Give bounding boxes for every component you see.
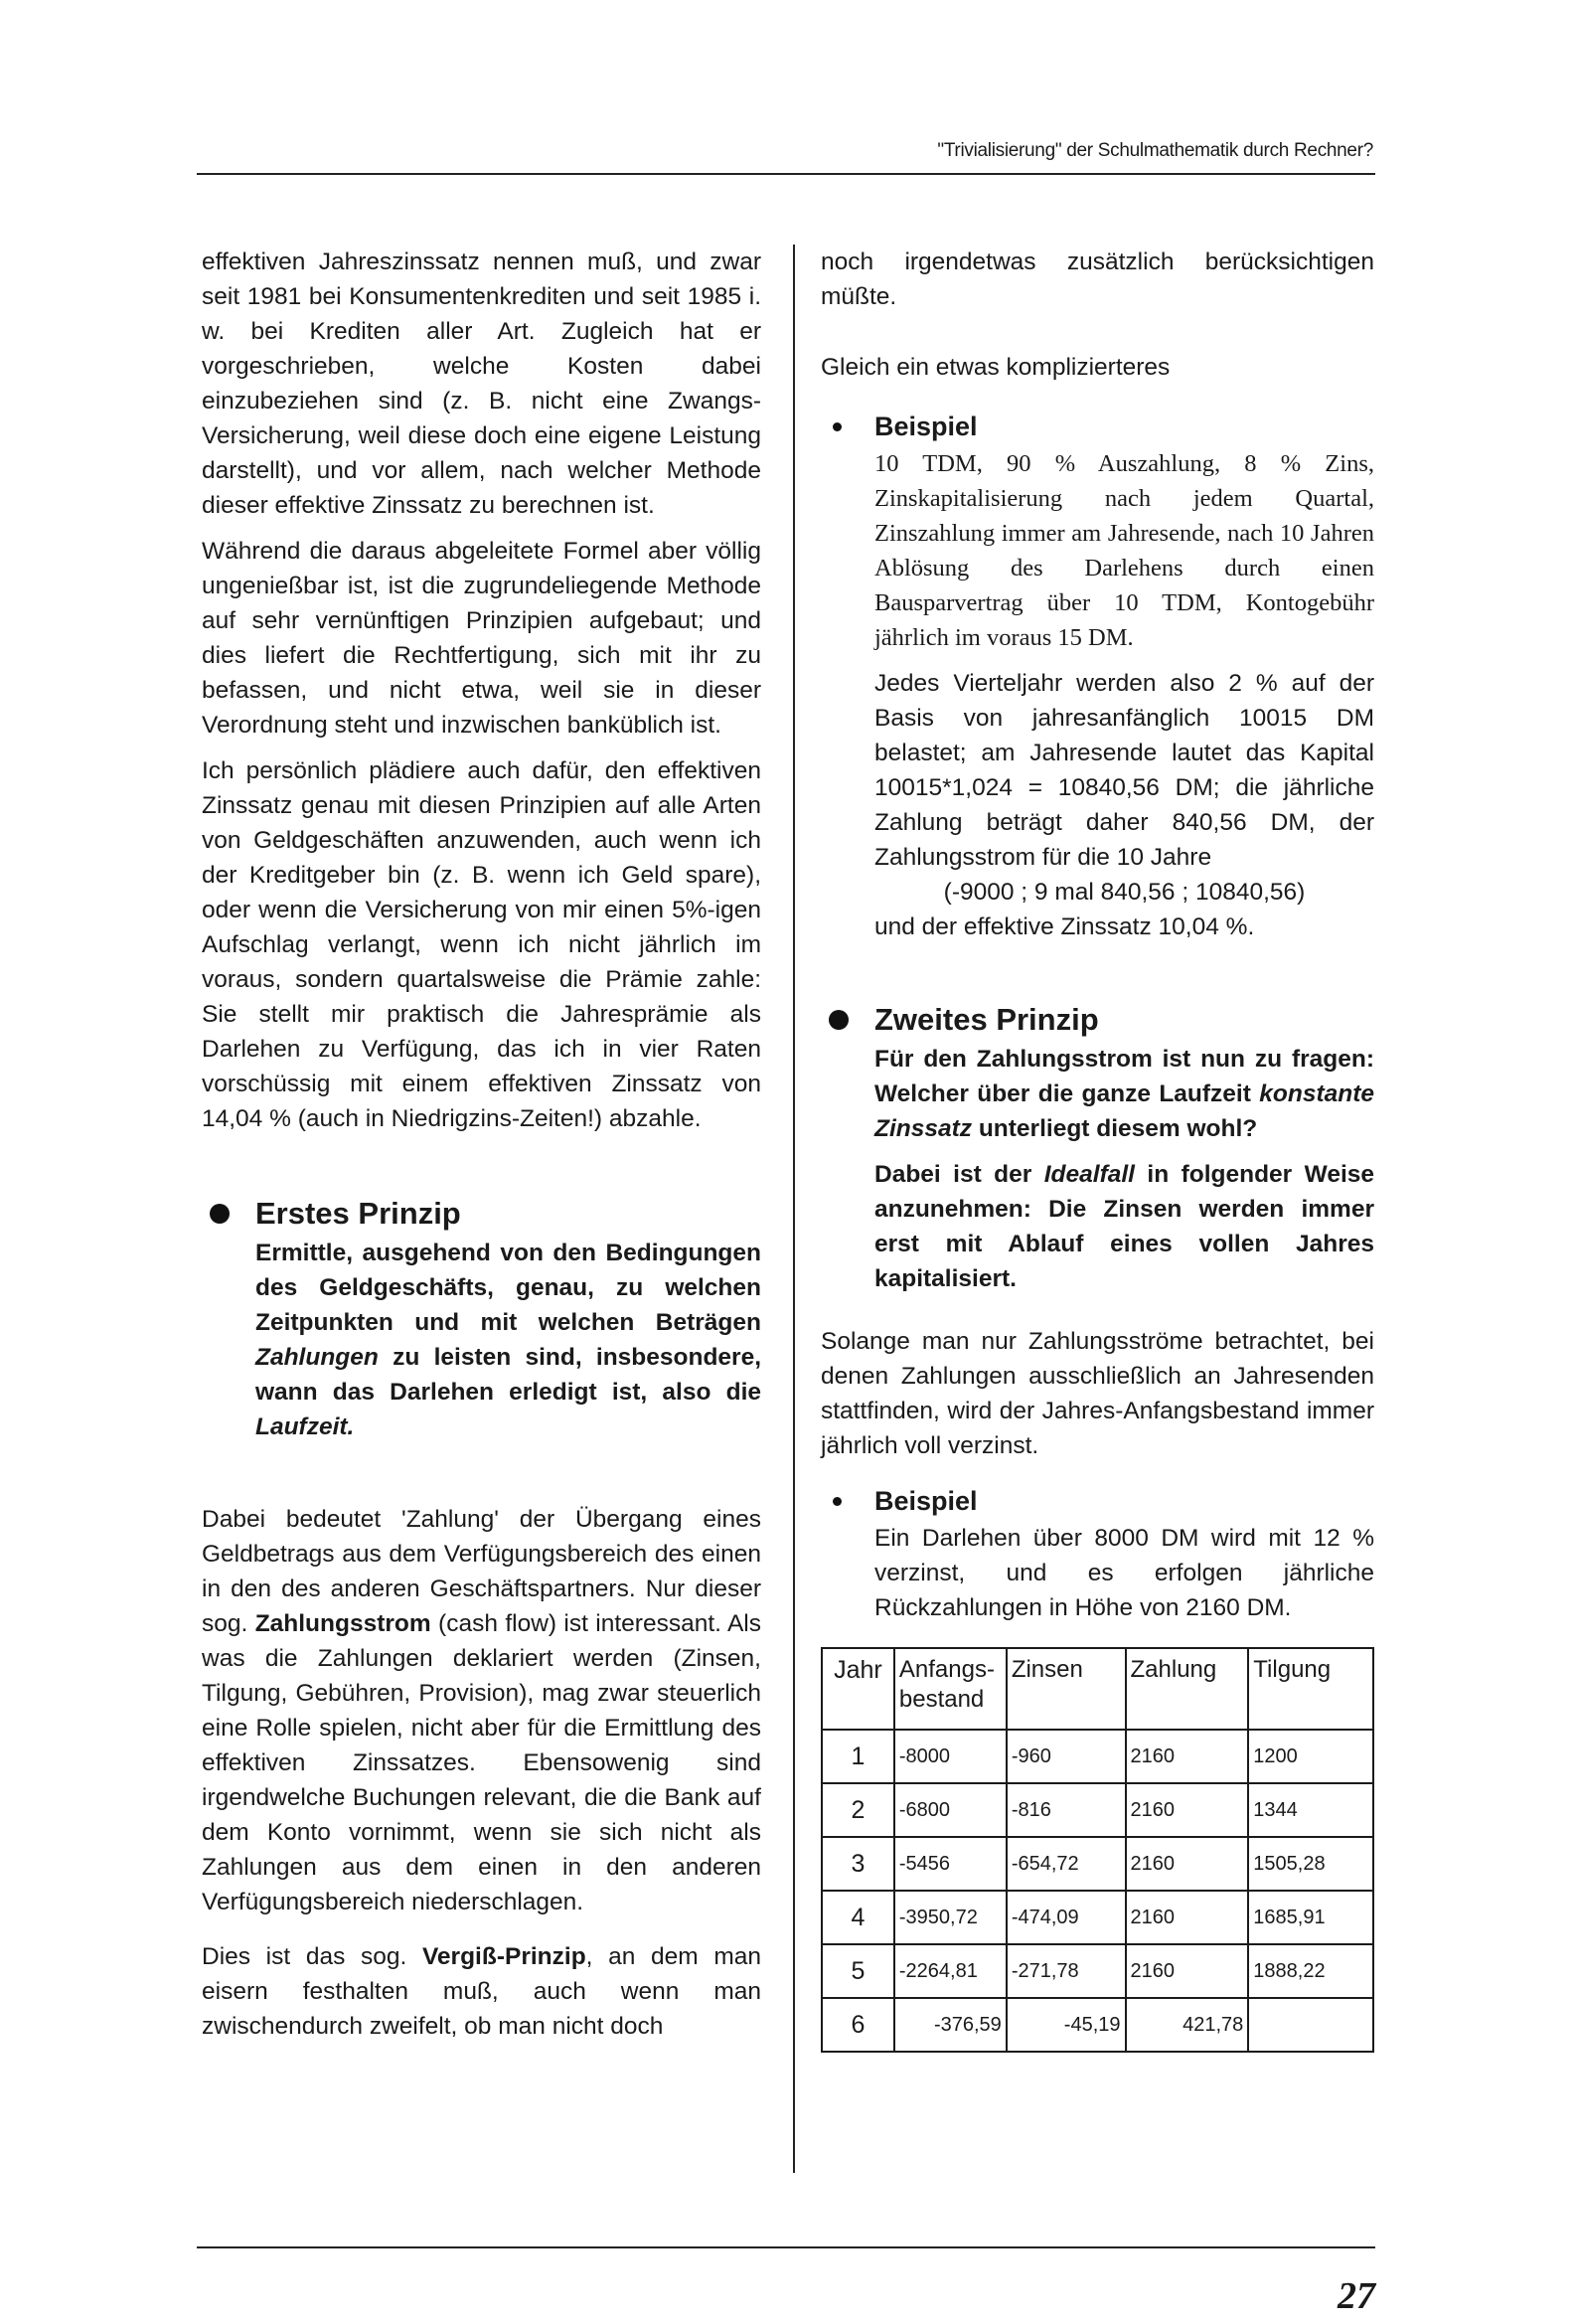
column-divider <box>793 245 795 2173</box>
table-cell: -271,78 <box>1007 1944 1126 1998</box>
bold-term: Zahlungsstrom <box>254 1610 431 1637</box>
example-block <box>821 1521 1374 1625</box>
table-cell: -960 <box>1007 1730 1126 1783</box>
table-header-cell: Anfangs-bestand <box>894 1648 1007 1730</box>
table-row <box>822 1998 1373 2052</box>
paragraph <box>202 1939 761 2044</box>
table-header-cell: Zahlung <box>1126 1648 1249 1730</box>
table-cell: 2160 <box>1126 1891 1249 1944</box>
table-cell: 1888,22 <box>1248 1944 1373 1998</box>
table-cell: 2160 <box>1126 1730 1249 1783</box>
table-cell: 2160 <box>1126 1837 1249 1891</box>
table-row <box>822 1891 1373 1944</box>
heading-text: Zweites Prinzip <box>874 1002 1099 1037</box>
paragraph: Während die daraus abgeleitete Formel aber völlig ungenießbar ist, ist die zugrundeliegende Methode auf sehr vernünftigen Prinzipien aufgebaut; und dies liefert die Rechtfertigung, sich mit ihr zu befassen, und nicht etwa, weil sie in dieser Verordnung steht und inzwischen banküblich ist. <box>202 538 761 739</box>
section-heading-first-principle <box>202 1194 761 1234</box>
footer-rule <box>197 2246 1375 2248</box>
table-row <box>822 1730 1373 1783</box>
table-cell: 3 <box>822 1837 894 1891</box>
example-text: Ein Darlehen über 8000 DM wird mit 12 % verzinst, und es erfolgen jährliche Rückzahlungen in Höhe von 2160 DM. <box>874 1525 1374 1621</box>
table-cell: 6 <box>822 1998 894 2052</box>
principle-text: Ermittle, ausgehend von den Bedingungen des Geldgeschäfts, genau, zu welchen Zeitpunkten und mit welchen Beträgen <box>255 1240 761 1336</box>
table-cell: 1685,91 <box>1248 1891 1373 1944</box>
table-cell: 1505,28 <box>1248 1837 1373 1891</box>
principle-emphasis: konstante Zinssatz <box>874 1080 1374 1142</box>
principle-emphasis: Idealfall <box>1043 1161 1135 1188</box>
paragraph: Ich persönlich plädiere auch dafür, den effektiven Zinssatz genau mit diesen Prinzipien auf alle Arten von Geldgeschäften anzuwenden, auch wenn ich der Kreditgeber bin (z. B. wenn ich Geld spare), oder wenn die Versicherung von mir einen 5%-igen Aufschlag verlangt, wenn ich nicht jährlich im voraus, sondern quartalsweise die Prämie zahle: Sie stellt mir praktisch die Jahresprämie als Darlehen zu Verfügung, das ich in vier Raten vorschüssig mit einem effektiven Zinssatz von 14,04 % (auch in Niedrigzins-Zeiten!) abzahle. <box>202 757 761 1132</box>
text: , an dem man eisern festhalten muß, auch wenn man zwischendurch zweifelt, ob man nicht doch <box>202 1943 761 2040</box>
text: (cash flow) ist interessant. Als was die Zahlungen deklariert werden (Zinsen, Tilgung, Gebühren, Provision), mag zwar steuerlich eine Rolle spielen, nicht aber für die Ermittlung des effektiven Zinssatzes. Ebensowenig sind irgendwelche Buchungen relevant, die die Bank auf dem Konto vornimmt, wenn sie sich nicht als Zahlungen aus dem einen in den anderen Verfügungsbereich niederschlagen. <box>202 1610 761 1915</box>
table-cell: -376,59 <box>894 1998 1007 2052</box>
table-cell: 2 <box>822 1783 894 1837</box>
left-column <box>202 245 761 2044</box>
principle-text: Dabei ist der <box>874 1161 1032 1188</box>
principle-statement <box>821 1042 1374 1296</box>
bullet-icon <box>829 1010 849 1030</box>
example-heading <box>821 1481 1374 1521</box>
table-cell: 2160 <box>1126 1944 1249 1998</box>
bullet-icon <box>210 1204 230 1224</box>
example-heading <box>821 407 1374 446</box>
paragraph: effektiven Jahreszinssatz nennen muß, und zwar seit 1981 bei Konsumentenkrediten und seit 1985 i. w. bei Krediten aller Art. Zugleich hat er vorgeschrieben, welche Kosten dabei einzubeziehen sind (z. B. nicht eine Zwangs-Versicherung, weil diese doch eine eigene Leistung darstellt), und vor allem, nach welcher Methode dieser effektive Zinssatz zu berechnen ist. <box>202 249 761 519</box>
table-cell: 2160 <box>1126 1783 1249 1837</box>
section-heading-second-principle <box>821 1000 1374 1040</box>
text: und der effektive Zinssatz <box>874 913 1152 940</box>
payment-stream: (-9000 ; 9 mal 840,56 ; 10840,56) <box>943 879 1306 906</box>
principle-text: unterliegt diesem wohl? <box>978 1115 1258 1142</box>
example-text: Jedes Vierteljahr werden also 2 % auf der Basis von jahresanfänglich 10015 DM belastet; am Jahresende lautet das Kapital 10015*1,024 = 10840,56 DM; die jährliche Zahlung beträgt daher 840,56 DM, der Zahlungsstrom für die 10 Jahre <box>874 670 1374 871</box>
bullet-icon <box>833 1497 842 1506</box>
table-cell: -474,09 <box>1007 1891 1126 1944</box>
table-cell <box>1248 1998 1373 2052</box>
table-cell: -2264,81 <box>894 1944 1007 1998</box>
header-rule <box>197 173 1375 175</box>
table-cell: 1200 <box>1248 1730 1373 1783</box>
table-cell: -5456 <box>894 1837 1007 1891</box>
table-cell: -816 <box>1007 1783 1126 1837</box>
right-column <box>821 245 1374 2053</box>
paragraph: Solange man nur Zahlungsströme betrachtet, bei denen Zahlungen ausschließlich an Jahresenden stattfinden, wird der Jahres-Anfangsbestand immer jährlich voll verzinst. <box>821 1328 1374 1459</box>
heading-text: Beispiel <box>874 1486 978 1516</box>
table-row <box>822 1837 1373 1891</box>
principle-statement <box>202 1236 761 1444</box>
paragraph: noch irgendetwas zusätzlich berücksichtigen müßte. <box>821 249 1374 310</box>
table-cell: 4 <box>822 1891 894 1944</box>
text: Dabei bedeutet 'Zahlung' der Übergang eines Geldbetrags aus dem Verfügungsbereich des einen in den des anderen Geschäftspartners. Nur dieser sog. <box>202 1506 761 1637</box>
heading-text: Beispiel <box>874 412 978 441</box>
page-number: 27 <box>1338 2275 1375 2317</box>
paragraph: Gleich ein etwas komplizierteres <box>821 354 1171 381</box>
table-cell: -8000 <box>894 1730 1007 1783</box>
table-row <box>822 1783 1373 1837</box>
bullet-icon <box>833 422 842 431</box>
table-header-cell: Zinsen <box>1007 1648 1126 1730</box>
table-header-cell: Tilgung <box>1248 1648 1373 1730</box>
table-row <box>822 1944 1373 1998</box>
table-header-row <box>822 1648 1373 1730</box>
principle-emphasis: Laufzeit. <box>255 1413 355 1440</box>
table-cell: -3950,72 <box>894 1891 1007 1944</box>
heading-text: Erstes Prinzip <box>255 1196 461 1231</box>
table-cell: 421,78 <box>1126 1998 1249 2052</box>
table-cell: 1344 <box>1248 1783 1373 1837</box>
table-cell: 5 <box>822 1944 894 1998</box>
result-value: 10,04 %. <box>1158 913 1255 940</box>
text: Dies ist das sog. <box>202 1943 407 1970</box>
example-result <box>874 910 1374 944</box>
example-block <box>821 446 1374 944</box>
bold-term: Vergiß-Prinzip <box>421 1943 586 1970</box>
principle-text: in folgender Weise anzunehmen: Die Zinsen werden immer erst mit Ablauf eines vollen Jahres kapitalisiert. <box>874 1161 1375 1292</box>
table-cell: -45,19 <box>1007 1998 1126 2052</box>
paragraph <box>202 1502 761 1919</box>
repayment-table <box>821 1647 1374 2053</box>
table-header-cell: Jahr <box>822 1648 894 1730</box>
principle-text: Für den Zahlungsstrom ist nun zu fragen: Welcher über die ganze Laufzeit <box>874 1046 1374 1107</box>
principle-emphasis: Zahlungen <box>255 1344 379 1371</box>
principle-text: zu leisten sind, insbesondere, wann das Darlehen erledigt ist, also die <box>255 1344 761 1406</box>
table-cell: -6800 <box>894 1783 1007 1837</box>
table-cell: -654,72 <box>1007 1837 1126 1891</box>
table-cell: 1 <box>822 1730 894 1783</box>
running-header: "Trivialisierung" der Schulmathematik durch Rechner? <box>937 140 1373 161</box>
example-text: 10 TDM, 90 % Auszahlung, 8 % Zins, Zinskapitalisierung nach jedem Quartal, Zinszahlung immer am Jahresende, nach 10 Jahren Ablösung des Darlehens durch einen Bausparvertrag über 10 TDM, Kontogebühr jährlich im voraus 15 DM. <box>874 450 1374 651</box>
